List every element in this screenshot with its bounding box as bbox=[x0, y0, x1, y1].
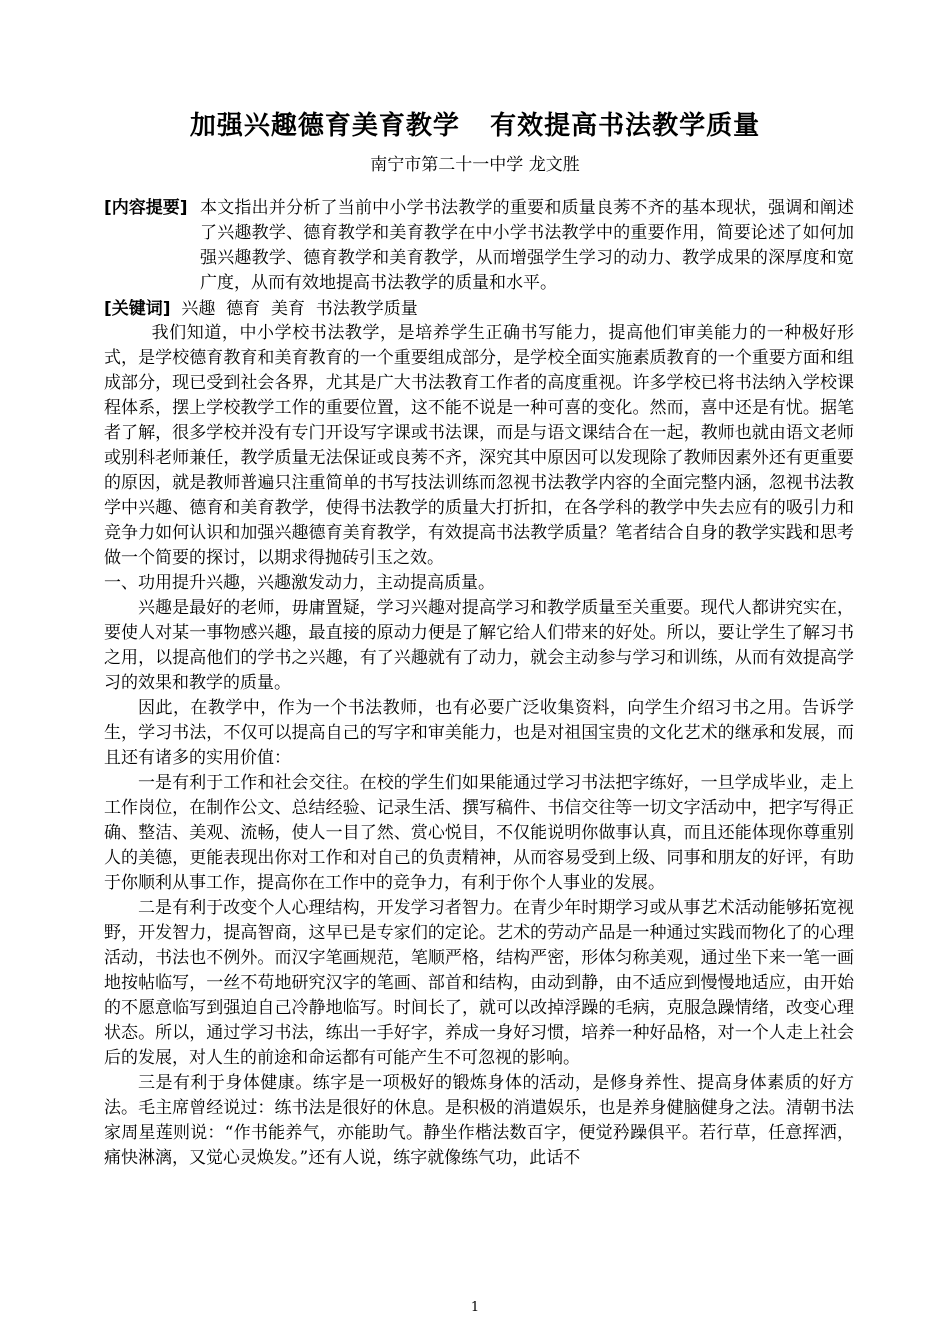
keywords-text: 兴趣 德育 美育 书法教学质量 bbox=[170, 299, 418, 319]
abstract-section bbox=[104, 196, 854, 296]
page-number: 1 bbox=[470, 1300, 480, 1315]
keywords-line bbox=[104, 297, 418, 322]
document-title: 加强兴趣德育美育教学 有效提高书法教学质量 bbox=[189, 111, 761, 141]
body-paragraph: 兴趣是最好的老师，毋庸置疑，学习兴趣对提高学习和教学质量至关重要。现代人都讲究实在，要使人对某一事物感兴趣，最直接的原动力便是了解它给人们带来的好处。所以，要让学生了解习书之用，以提高他们的学书之兴趣，有了兴趣就有了动力，就会主动参与学习和训练，从而有效提高学习的效果和教学的质量。 bbox=[104, 598, 854, 693]
body-paragraph: 三是有利于身体健康。练字是一项极好的锻炼身体的活动，是修身养性、提高身体素质的好方法。毛主席曾经说过：练书法是很好的休息。是积极的消遣娱乐，也是养身健脑健身之法。清朝书法家周星莲则说：“作书能养气，亦能助气。静坐作楷法数百字，便觉矜躁俱平。若行草，任意挥洒，痛快淋漓，又觉心灵焕发。”还有人说，练字就像练气功，此话不 bbox=[104, 1073, 854, 1168]
section-heading: 一、功用提升兴趣，兴趣激发动力，主动提高质量。 bbox=[104, 573, 495, 593]
abstract-label: [内容提要] bbox=[104, 198, 188, 218]
keywords-label: [关键词] bbox=[104, 299, 171, 319]
body-paragraph: 一是有利于工作和社会交往。在校的学生们如果能通过学习书法把字练好，一旦学成毕业，走上工作岗位，在制作公文、总结经验、记录生活、撰写稿件、书信交往等一切文字活动中，把字写得正确、整洁、美观、流畅，使人一目了然、赏心悦目，不仅能说明你做事认真，而且还能体现你尊重别人的美德，更能表现出你对工作和对自己的负责精神，从而容易受到上级、同事和朋友的好评，有助于你顺利从事工作，提高你在工作中的竞争力，有利于你个人事业的发展。 bbox=[104, 773, 854, 893]
body-paragraph: 因此，在教学中，作为一个书法教师，也有必要广泛收集资料，向学生介绍习书之用。告诉学生，学习书法，不仅可以提高自己的写字和审美能力，也是对祖国宝贵的文化艺术的继承和发展，而且还有诸多的实用价值： bbox=[104, 698, 854, 768]
document-body bbox=[104, 321, 854, 1171]
document-author: 南宁市第二十一中学 龙文胜 bbox=[370, 155, 580, 175]
abstract-text: 本文指出并分析了当前中小学书法教学的重要和质量良莠不齐的基本现状，强调和阐述了兴趣教学、德育教学和美育教学在中小学书法教学中的重要作用，简要论述了如何加强兴趣教学、德育教学和美育教学，从而增强学生学习的动力、教学成果的深厚度和宽广度，从而有效地提高书法教学的质量和水平。 bbox=[200, 198, 854, 293]
body-paragraph: 二是有利于改变个人心理结构，开发学习者智力。在青少年时期学习或从事艺术活动能够拓宽视野，开发智力，提高智商，这早已是专家们的定论。艺术的劳动产品是一种通过实践而物化了的心理活动，书法也不例外。而汉字笔画规范，笔顺严格，结构严密，形体匀称美观，通过坐下来一笔一画地按帖临写，一丝不苟地研究汉字的笔画、部首和结构，由动到静，由不适应到慢慢地适应，由开始的不愿意临写到强迫自己冷静地临写。时间长了，就可以改掉浮躁的毛病，克服急躁情绪，改变心理状态。所以，通过学习书法，练出一手好字，养成一身好习惯，培养一种好品格，对一个人走上社会后的发展，对人生的前途和命运都有可能产生不可忽视的影响。 bbox=[104, 898, 854, 1068]
body-paragraph: 我们知道，中小学校书法教学，是培养学生正确书写能力，提高他们审美能力的一种极好形式，是学校德育教育和美育教育的一个重要组成部分，是学校全面实施素质教育的一个重要方面和组成部分，现已受到社会各界，尤其是广大书法教育工作者的高度重视。许多学校已将书法纳入学校课程体系，摆上学校教学工作的重要位置，这不能不说是一种可喜的变化。然而，喜中还是有忧。据笔者了解，很多学校并没有专门开设写字课或书法课，而是与语文课结合在一起，教师也就由语文老师或别科老师兼任，教学质量无法保证或良莠不齐，深究其中原因可以发现除了教师因素外还有更重要的原因，就是教师普遍只注重简单的书写技法训练而忽视书法教学内容的全面完整内涵，忽视书法教学中兴趣、德育和美育教学，使得书法教学的质量大打折扣，在各学科的教学中失去应有的吸引力和竞争力如何认识和加强兴趣德育美育教学，有效提高书法教学质量？笔者结合自身的教学实践和思考做一个简要的探讨，以期求得抛砖引玉之效。 bbox=[104, 323, 854, 568]
